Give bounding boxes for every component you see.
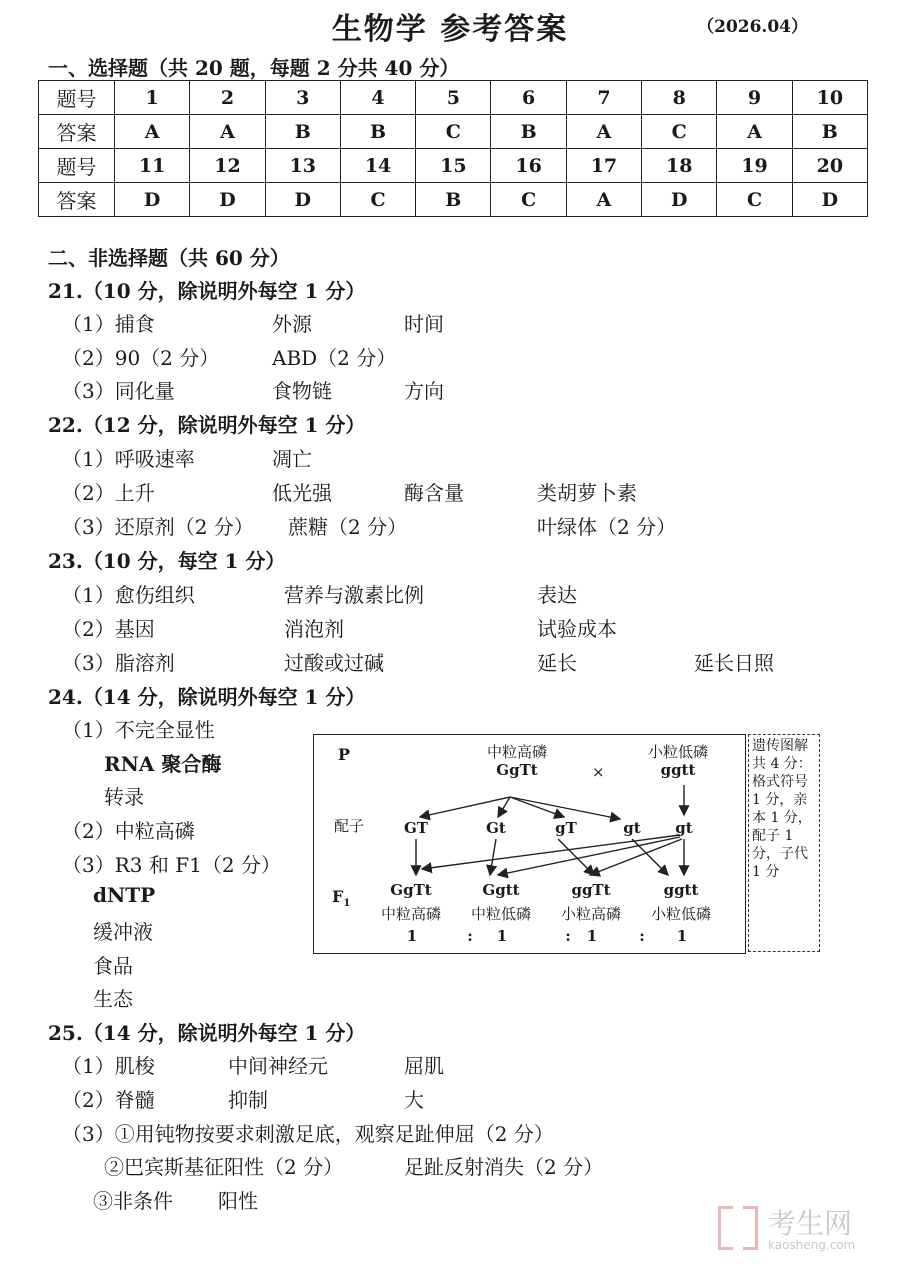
f1-label: $F_1$ (332, 887, 351, 910)
answer-text: 营养与激素比例 (284, 583, 424, 607)
question-21-heading: 21.（10 分，除说明外每空 1 分） (48, 279, 366, 303)
table-cell: B (792, 115, 867, 149)
answer-text: 足趾反射消失（2 分） (404, 1155, 604, 1179)
answer-text: dNTP (93, 883, 156, 907)
table-cell: C (717, 183, 792, 217)
answer-text: 时间 (404, 312, 444, 336)
table-cell: 11 (115, 149, 190, 183)
watermark-name: 考生网 (768, 1207, 853, 1240)
offspring-genotype: ggtt (663, 881, 699, 899)
offspring-genotype: Ggtt (482, 881, 520, 899)
genetic-cross-diagram (313, 734, 746, 954)
offspring-genotype: ggTt (571, 881, 611, 899)
answer-text: （1）呼吸速率 (62, 447, 195, 471)
table-cell: 9 (717, 81, 792, 115)
arrow (510, 797, 620, 819)
row-label: 答案 (39, 183, 115, 217)
answer-text: （2）上升 (62, 481, 155, 505)
answer-text: 方向 (404, 379, 444, 403)
table-cell: A (190, 115, 265, 149)
answer-text: 大 (404, 1088, 424, 1112)
ratio-sep: : (467, 927, 473, 945)
answer-text: （2）脊髓 (62, 1088, 155, 1112)
scoring-note: 遗传图解共 4 分：格式符号 1 分，亲本 1 分，配子 1 分，子代 1 分 (748, 734, 820, 952)
question-25-heading: 25.（14 分，除说明外每空 1 分） (48, 1021, 366, 1045)
table-row (39, 115, 868, 149)
answer-text: （1）愈伤组织 (62, 583, 195, 607)
answer-table (38, 80, 868, 217)
row-label: 题号 (39, 149, 115, 183)
question-24-heading: 24.（14 分，除说明外每空 1 分） (48, 685, 366, 709)
table-cell: D (642, 183, 717, 217)
gamete: GT (404, 819, 428, 837)
parent2-phenotype: 小粒低磷 (647, 743, 708, 761)
question-23-heading: 23.（10 分，每空 1 分） (48, 549, 286, 573)
ratio-value: 1 (676, 927, 688, 945)
watermark-url: kaosheng.com (768, 1238, 856, 1252)
arrow (490, 839, 496, 875)
answer-text: 食品 (93, 954, 133, 978)
table-cell: 2 (190, 81, 265, 115)
offspring-phenotype: 小粒低磷 (650, 905, 711, 923)
table-cell: D (115, 183, 190, 217)
answer-text: ③非条件 (93, 1189, 173, 1213)
cross-sign: × (592, 763, 605, 781)
table-cell: D (190, 183, 265, 217)
table-row (39, 149, 868, 183)
answer-text: 凋亡 (272, 447, 312, 471)
answer-text: （2）90（2 分） (62, 346, 220, 370)
table-cell: 12 (190, 149, 265, 183)
answer-text: （1）肌梭 (62, 1054, 155, 1078)
arrow (498, 797, 510, 817)
answer-text: （1）不完全显性 (62, 718, 215, 742)
gamete-label: 配子 (334, 817, 365, 835)
answer-text: 类胡萝卜素 (537, 481, 637, 505)
section2-heading: 二、非选择题（共 60 分） (48, 246, 290, 270)
answer-text: 外源 (272, 312, 312, 336)
watermark-logo-icon (718, 1206, 758, 1250)
table-cell: 13 (265, 149, 340, 183)
answer-text: 转录 (104, 785, 144, 809)
answer-text: 低光强 (272, 481, 332, 505)
table-cell: B (265, 115, 340, 149)
offspring-phenotype: 中粒低磷 (470, 905, 531, 923)
table-cell: 17 (566, 149, 641, 183)
answer-text: 叶绿体（2 分） (537, 515, 677, 539)
answer-text: 缓冲液 (93, 920, 153, 944)
answer-text: 表达 (537, 583, 577, 607)
answer-text: 中间神经元 (228, 1054, 328, 1078)
ratio-value: 1 (496, 927, 508, 945)
table-cell: A (115, 115, 190, 149)
table-cell: A (717, 115, 792, 149)
answer-text: （1）捕食 (62, 312, 155, 336)
table-cell: A (566, 115, 641, 149)
table-cell: C (416, 115, 491, 149)
answer-text: 延长日照 (694, 651, 774, 675)
answer-text: 蔗糖（2 分） (288, 515, 408, 539)
answer-text: 酶含量 (404, 481, 464, 505)
offspring-phenotype: 中粒高磷 (380, 905, 441, 923)
table-cell: 15 (416, 149, 491, 183)
answer-text: 消泡剂 (284, 617, 344, 641)
table-cell: C (642, 115, 717, 149)
answer-text: （2）中粒高磷 (62, 819, 195, 843)
table-cell: 14 (340, 149, 415, 183)
table-cell: 20 (792, 149, 867, 183)
answer-text: ②巴宾斯基征阳性（2 分） (104, 1155, 344, 1179)
arrow (558, 839, 594, 875)
table-row (39, 81, 868, 115)
gamete: gt (623, 819, 641, 837)
table-cell: 5 (416, 81, 491, 115)
parent2-genotype: ggtt (660, 761, 696, 779)
answer-text: 抑制 (228, 1088, 268, 1112)
parent-label: P (338, 745, 351, 764)
cross-arrows (314, 735, 745, 953)
parent1-genotype: GgTt (496, 761, 538, 779)
table-cell: C (491, 183, 566, 217)
table-cell: 4 (340, 81, 415, 115)
table-cell: B (340, 115, 415, 149)
table-cell: A (566, 183, 641, 217)
ratio-sep: : (639, 927, 645, 945)
watermark (718, 1202, 888, 1260)
table-cell: 8 (642, 81, 717, 115)
answer-text: 生态 (93, 987, 133, 1011)
answer-text: 屈肌 (404, 1054, 444, 1078)
row-label: 题号 (39, 81, 115, 115)
answer-text: 阳性 (218, 1189, 258, 1213)
section1-heading: 一、选择题（共 20 题，每题 2 分共 40 分） (48, 56, 460, 80)
parent1-phenotype: 中粒高磷 (486, 743, 547, 761)
answer-text: ABD（2 分） (272, 346, 397, 370)
table-cell: 10 (792, 81, 867, 115)
arrow (420, 797, 510, 817)
row-label: 答案 (39, 115, 115, 149)
page-title: 生物学 参考答案 (331, 12, 569, 47)
table-cell: C (340, 183, 415, 217)
answer-text: （3）①用钝物按要求刺激足底，观察足趾伸屈（2 分） (62, 1122, 554, 1146)
table-cell: 18 (642, 149, 717, 183)
answer-text: （3）还原剂（2 分） (62, 515, 254, 539)
offspring-phenotype: 小粒高磷 (560, 905, 621, 923)
table-row (39, 183, 868, 217)
answer-text: （2）基因 (62, 617, 155, 641)
table-cell: 1 (115, 81, 190, 115)
table-cell: D (265, 183, 340, 217)
answer-text: 试验成本 (537, 617, 617, 641)
ratio-value: 1 (406, 927, 418, 945)
ratio-value: 1 (586, 927, 598, 945)
table-cell: 19 (717, 149, 792, 183)
answer-text: 过酸或过碱 (284, 651, 384, 675)
table-cell: D (792, 183, 867, 217)
table-cell: B (491, 115, 566, 149)
table-cell: B (416, 183, 491, 217)
answer-text: 食物链 (272, 379, 332, 403)
answer-text: （3）同化量 (62, 379, 175, 403)
table-cell: 7 (566, 81, 641, 115)
answer-text: （3）脂溶剂 (62, 651, 175, 675)
ratio-sep: : (565, 927, 571, 945)
answer-text: （3）R3 和 F1（2 分） (62, 853, 281, 877)
arrow (510, 797, 564, 817)
question-22-heading: 22.（12 分，除说明外每空 1 分） (48, 413, 366, 437)
answer-text: RNA 聚合酶 (104, 752, 222, 776)
answer-text: 延长 (537, 651, 577, 675)
exam-date: （2026.04） (697, 17, 808, 37)
table-cell: 16 (491, 149, 566, 183)
offspring-genotype: GgTt (390, 881, 432, 899)
table-cell: 3 (265, 81, 340, 115)
gamete: Gt (486, 819, 506, 837)
gamete: gT (555, 819, 577, 837)
gamete: gt (675, 819, 693, 837)
table-cell: 6 (491, 81, 566, 115)
